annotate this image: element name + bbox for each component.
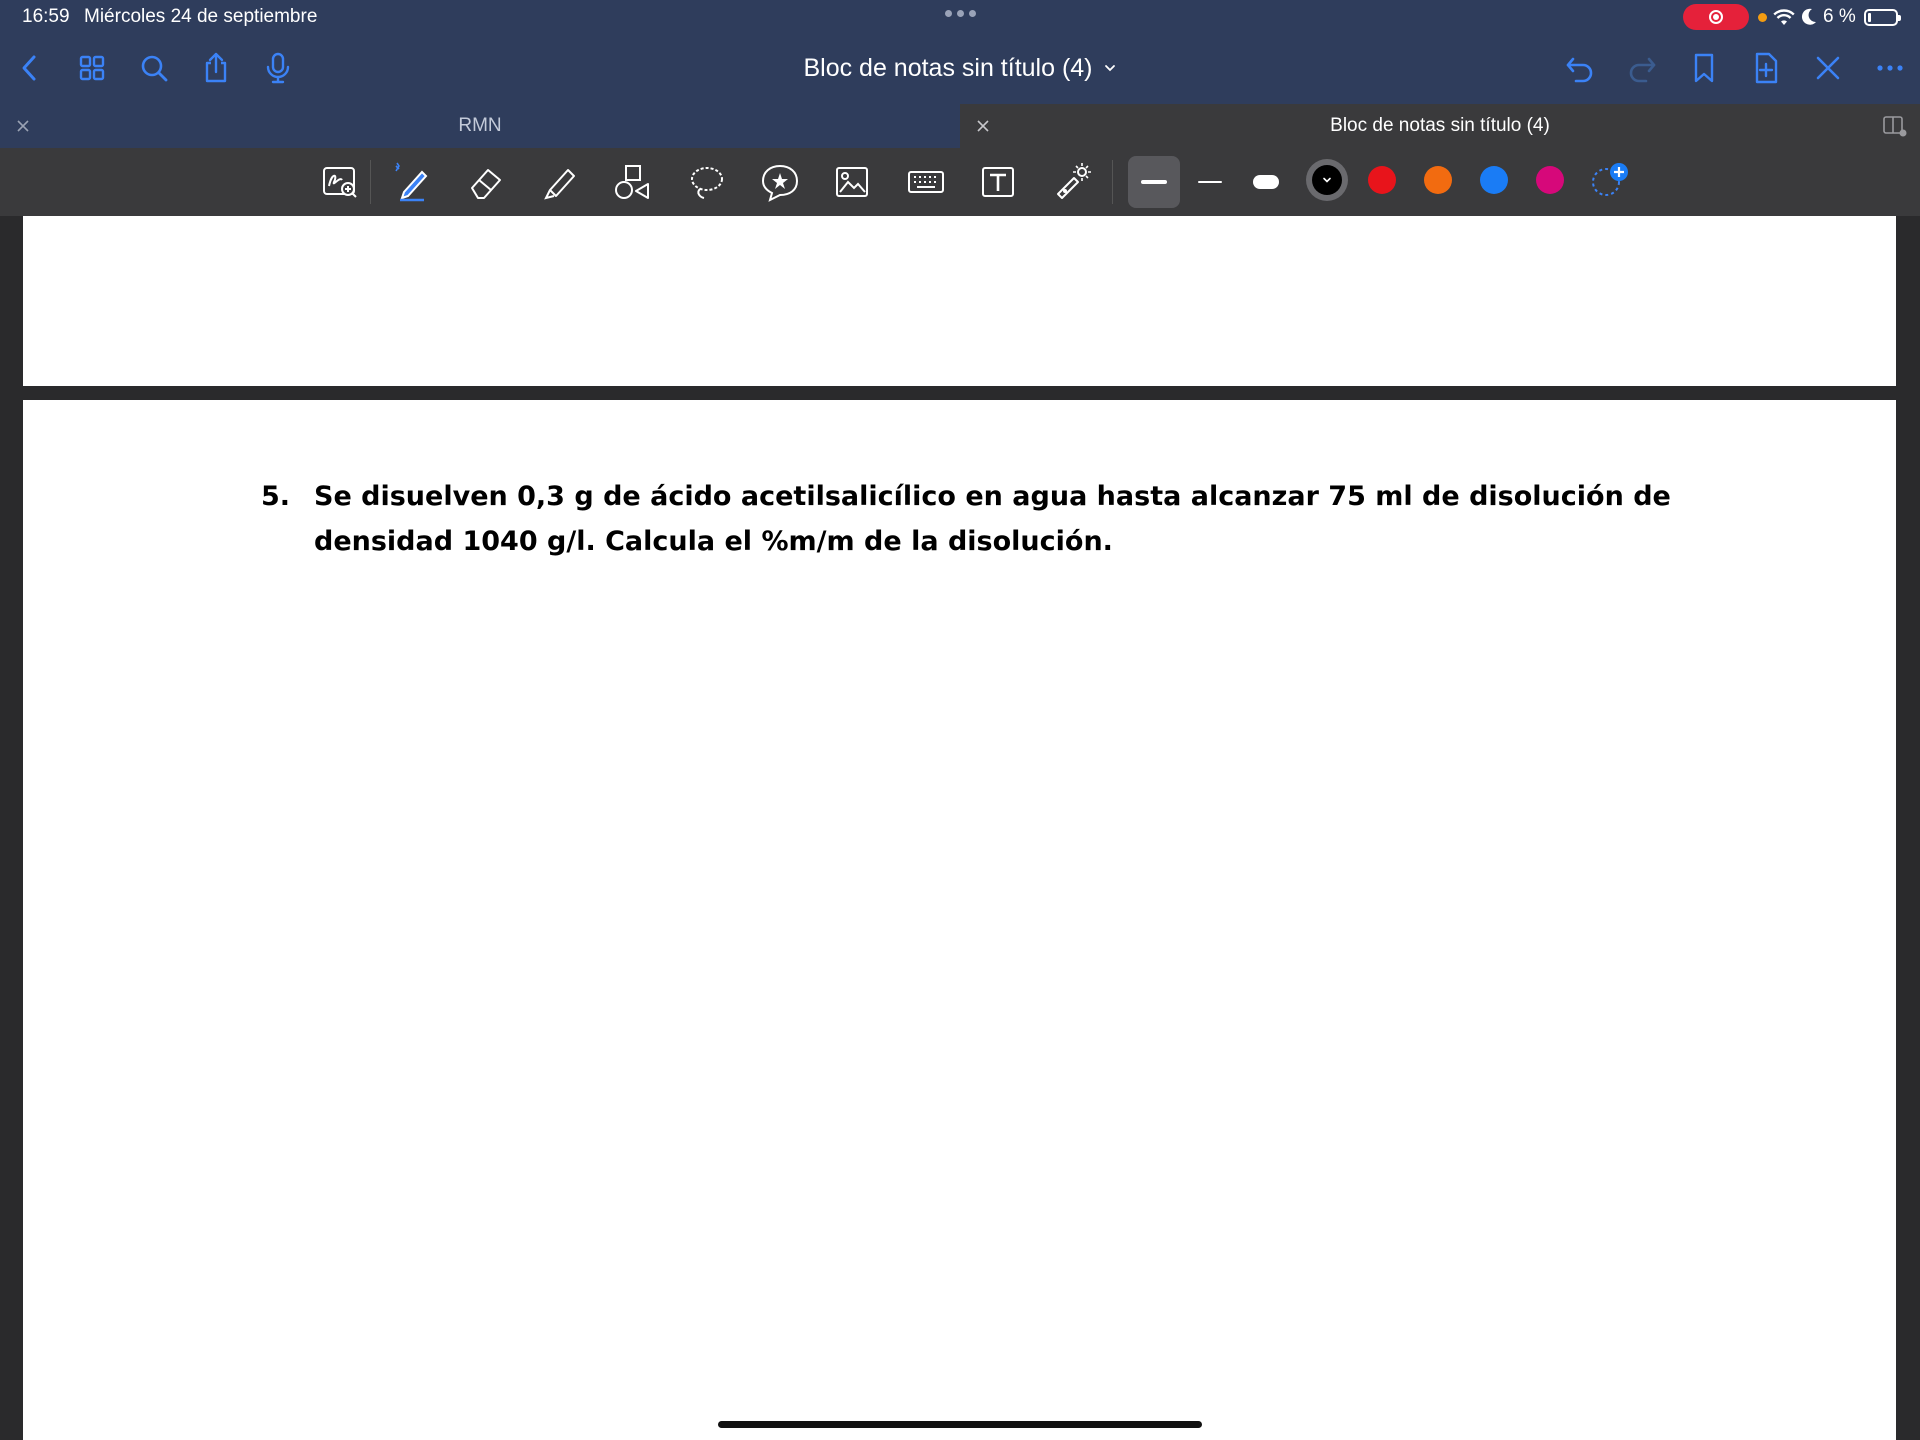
thumbnails-grid-icon[interactable]	[72, 48, 112, 88]
status-date: Miércoles 24 de septiembre	[84, 6, 318, 27]
pen-icon[interactable]	[388, 158, 436, 206]
split-view-icon[interactable]	[1882, 114, 1908, 138]
document-title: Bloc de notas sin título (4)	[803, 53, 1093, 82]
stroke-thick-button[interactable]	[1128, 156, 1180, 208]
chevron-down-icon	[1321, 174, 1333, 186]
home-indicator[interactable]	[718, 1421, 1202, 1428]
multitasking-dots-icon[interactable]	[945, 10, 976, 17]
chevron-down-icon	[1103, 61, 1117, 75]
redo-icon[interactable]	[1622, 48, 1662, 88]
battery-icon	[1864, 9, 1898, 26]
screen-recording-indicator[interactable]	[1683, 4, 1749, 30]
shapes-icon[interactable]	[608, 158, 656, 206]
color-black-selected[interactable]	[1306, 159, 1348, 201]
tab-rmn[interactable]	[0, 104, 960, 148]
highlighter-icon[interactable]	[536, 158, 584, 206]
tab-bar	[0, 104, 1920, 148]
undo-icon[interactable]	[1560, 48, 1600, 88]
mic-in-use-dot	[1758, 13, 1767, 22]
color-red[interactable]	[1368, 166, 1396, 194]
lasso-icon[interactable]	[682, 158, 730, 206]
drawing-toolbar	[0, 148, 1920, 216]
tab-label: Bloc de notas sin título (4)	[1330, 115, 1550, 136]
sticker-star-icon[interactable]	[756, 158, 804, 206]
top-bar	[0, 0, 1920, 104]
tab-label: RMN	[458, 115, 502, 136]
document-page-previous[interactable]	[23, 216, 1896, 386]
text-box-icon[interactable]	[974, 158, 1022, 206]
search-icon[interactable]	[134, 48, 174, 88]
question-text: Se disuelven 0,3 g de ácido acetilsalicílico en agua hasta alcanzar 75 ml de disolución de densidad 1040 g/l. Calcula el %m/m de la disolución.	[314, 481, 1671, 557]
moon-icon	[1801, 8, 1817, 26]
status-indicators	[1758, 4, 1898, 30]
color-orange[interactable]	[1424, 166, 1452, 194]
question-number: 5.	[261, 481, 291, 512]
add-page-icon[interactable]	[1746, 48, 1786, 88]
battery-percent: 6 %	[1823, 6, 1856, 27]
status-time: 16:59	[22, 6, 70, 27]
laser-pointer-icon[interactable]	[1048, 158, 1096, 206]
share-icon[interactable]	[196, 48, 236, 88]
add-color-icon[interactable]	[1588, 160, 1632, 200]
pen-cross-icon[interactable]	[1808, 48, 1848, 88]
tab-bloc-de-notas[interactable]	[960, 104, 1920, 148]
image-icon[interactable]	[828, 158, 876, 206]
color-blue[interactable]	[1480, 166, 1508, 194]
microphone-icon[interactable]	[258, 48, 298, 88]
wifi-icon	[1773, 9, 1795, 26]
zoom-lens-icon[interactable]	[316, 158, 364, 206]
stroke-thin-button[interactable]	[1184, 156, 1236, 208]
color-magenta[interactable]	[1536, 166, 1564, 194]
more-options-icon[interactable]	[1870, 48, 1910, 88]
document-page-current[interactable]	[23, 400, 1896, 1440]
eraser-icon[interactable]	[462, 158, 510, 206]
stroke-extra-thick-button[interactable]	[1240, 156, 1292, 208]
bookmark-icon[interactable]	[1684, 48, 1724, 88]
keyboard-icon[interactable]	[902, 158, 950, 206]
back-icon[interactable]	[10, 48, 50, 88]
document-title-menu[interactable]	[780, 50, 1140, 86]
